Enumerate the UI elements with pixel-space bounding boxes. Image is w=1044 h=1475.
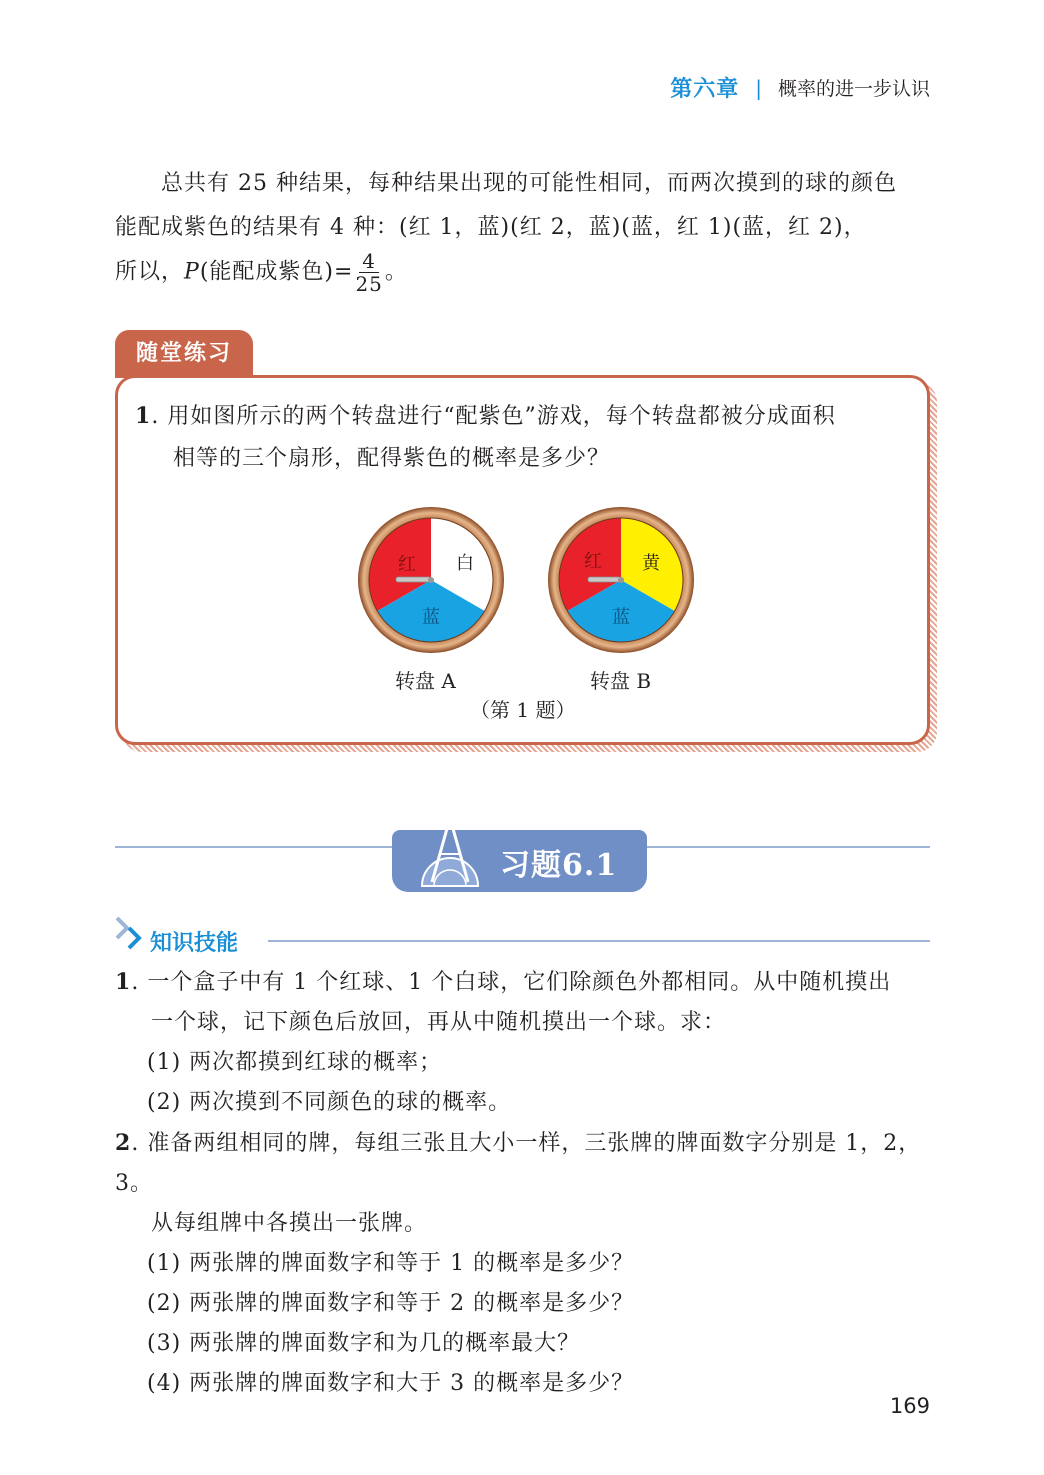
intro-line-2: 能配成紫色的结果有 4 种：(红 1，蓝)(红 2，蓝)(蓝，红 1)(蓝，红 2)， bbox=[115, 215, 867, 240]
chapter-title: 概率的进一步认识 bbox=[777, 78, 930, 100]
exercise-q2-sub-4: (4) 两张牌的牌面数字和大于 3 的概率是多少？ bbox=[147, 1371, 635, 1396]
header-separator: | bbox=[755, 75, 762, 100]
spinner-a-label-red: 红 bbox=[398, 554, 416, 575]
chevron-right-icon bbox=[113, 914, 149, 954]
spinner-b-pointer bbox=[588, 577, 621, 582]
exercise-list bbox=[115, 962, 935, 1404]
running-header bbox=[670, 72, 930, 103]
exercise-q2-number: 2 bbox=[115, 1130, 132, 1156]
exercise-q2-sub-2: (2) 两张牌的牌面数字和等于 2 的概率是多少？ bbox=[147, 1291, 635, 1316]
practice-question-1: 1. 用如图所示的两个转盘进行“配紫色”游戏，每个转盘都被分成面积 相等的三个扇形，配得紫色的概率是多少？ bbox=[135, 395, 915, 480]
spinner-a-label-white: 白 bbox=[456, 553, 474, 574]
exercise-q2-text-1: 准备两组相同的牌，每组三张且大小一样，三张牌的牌面数字分别是 1，2，3。 bbox=[115, 1131, 922, 1196]
exercise-q1-text-1: 一个盒子中有 1 个红球、1 个白球，它们除颜色外都相同。从中随机摸出 bbox=[147, 970, 892, 995]
practice-tab: 随堂练习 bbox=[115, 330, 253, 378]
banner-rule-left bbox=[115, 846, 395, 848]
probability-fraction bbox=[355, 250, 382, 295]
section-heading: 知识技能 bbox=[150, 931, 239, 956]
exercise-q2-line-2: 从每组牌中各摸出一张牌。 bbox=[151, 1211, 428, 1236]
exercise-q2-sub-3: (3) 两张牌的牌面数字和为几的概率最大？ bbox=[147, 1331, 581, 1356]
practice-q1-number: 1 bbox=[135, 403, 152, 429]
spinner-a-label-blue: 蓝 bbox=[422, 607, 440, 628]
exercise-q1-line-1: 1. 一个盒子中有 1 个红球、1 个白球，它们除颜色外都相同。从中随机摸出 bbox=[115, 969, 892, 995]
spinner-b bbox=[548, 507, 694, 653]
banner-rule-right bbox=[645, 846, 930, 848]
exercise-q1-sub-2: (2) 两次摸到不同颜色的球的概率。 bbox=[147, 1090, 512, 1115]
practice-q1-line-1: 用如图所示的两个转盘进行“配紫色”游戏，每个转盘都被分成面积 bbox=[167, 404, 836, 429]
spinner-b-label-yellow: 黄 bbox=[642, 553, 660, 574]
spinner-a bbox=[358, 507, 504, 653]
page-number: 169 bbox=[889, 1394, 930, 1418]
intro-line-1: 总共有 25 种结果，每种结果出现的可能性相同，而两次摸到的球的颜色 bbox=[161, 171, 897, 196]
intro-line-3 bbox=[115, 250, 935, 295]
compass-protractor-icon bbox=[418, 808, 482, 888]
fraction-denominator: 25 bbox=[355, 272, 383, 296]
intro-line-3-prefix: 所以， bbox=[115, 259, 185, 285]
section-rule bbox=[268, 940, 930, 942]
spinner-a-pointer bbox=[396, 577, 431, 582]
fraction-numerator: 4 bbox=[359, 250, 379, 273]
exercise-title: 习题6.1 bbox=[500, 848, 618, 883]
intro-line-3-end: 。 bbox=[384, 259, 408, 285]
spinners-figure bbox=[350, 505, 700, 655]
chapter-label: 第六章 bbox=[670, 77, 740, 102]
figure-caption: （第 1 题） bbox=[470, 698, 576, 722]
spinner-b-label-red: 红 bbox=[584, 551, 602, 572]
intro-paragraph bbox=[115, 162, 935, 295]
exercise-q2-line-1: 2. 准备两组相同的牌，每组三张且大小一样，三张牌的牌面数字分别是 1，2，3。 bbox=[115, 1130, 922, 1196]
exercise-q1-line-2: 一个球，记下颜色后放回，再从中随机摸出一个球。求： bbox=[151, 1010, 727, 1035]
spinner-b-label-blue: 蓝 bbox=[612, 607, 630, 628]
spinner-a-caption: 转盘 A bbox=[395, 669, 456, 693]
exercise-q1-sub-1: (1) 两次都摸到红球的概率； bbox=[147, 1050, 443, 1075]
exercise-q1-number: 1 bbox=[115, 969, 132, 995]
practice-q1-line-2: 相等的三个扇形，配得紫色的概率是多少？ bbox=[173, 446, 611, 471]
probability-symbol: P bbox=[184, 259, 200, 285]
exercise-q2-sub-1: (1) 两张牌的牌面数字和等于 1 的概率是多少？ bbox=[147, 1251, 635, 1276]
spinner-b-caption: 转盘 B bbox=[590, 669, 652, 693]
intro-line-3-mid: (能配成紫色)= bbox=[199, 259, 354, 285]
